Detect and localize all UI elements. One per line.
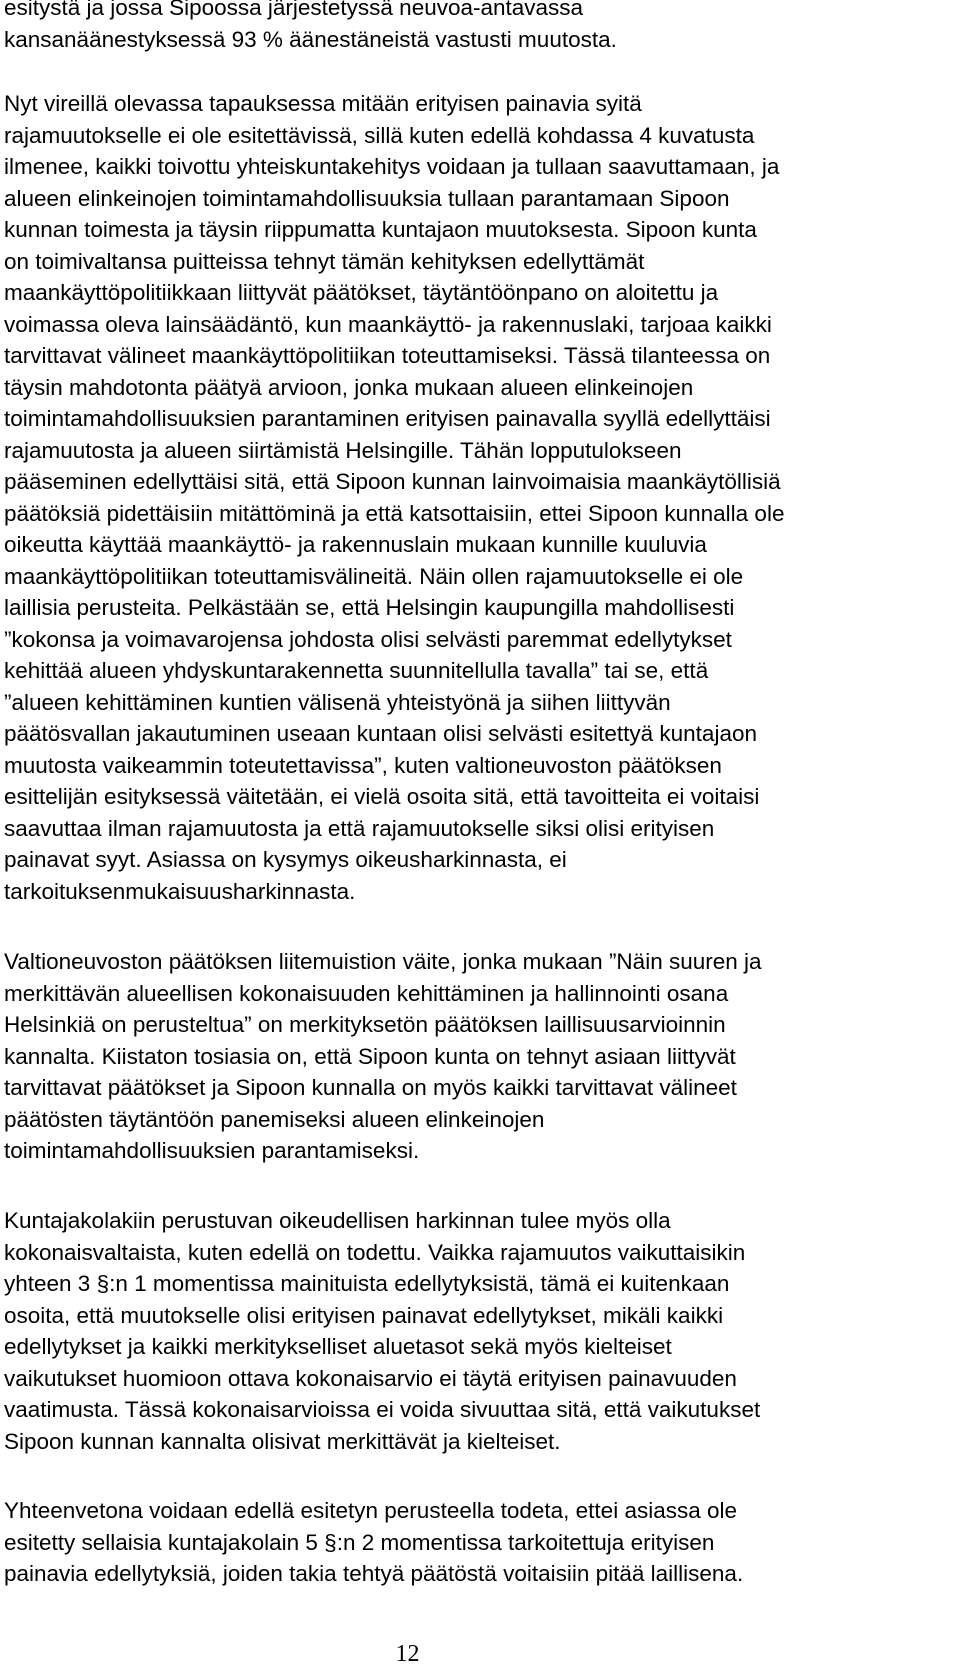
page-number: 12 [395, 1641, 420, 1667]
paragraph-valtioneuvosto: Valtioneuvoston päätöksen liitemuistion väite, jonka mukaan ”Näin suuren ja merkittävän alueellisen kokonaisuuden kehittäminen ja hallinnointi osana Helsinkiä on perusteltua” on merkityksetön päätöksen laillisuusarvioinnin kannalta. Kiistaton tosiasia on, että Sipoon kunta on tehnyt asiaan liittyvät tarvittavat päätökset ja Sipoon kunnalla on myös kaikki tarvittavat välineet päätösten täytäntöön panemiseksi alueen elinkeinojen toimintamahdollisuuksien parantamiseksi. [4, 949, 762, 1163]
paragraph-kuntajakolaki: Kuntajakolakiin perustuvan oikeudellisen harkinnan tulee myös olla kokonaisvaltaista, kuten edellä on todettu. Vaikka rajamuutos vaikuttaisikin yhteen 3 §:n 1 momentissa mainituista edellytyksistä, tämä ei kuitenkaan osoita, että muutokselle olisi erityisen painavat edellytykset, mikäli kaikki edellytykset ja kaikki merkitykselliset aluetasot sekä myös kielteiset vaikutukset huomioon ottava kokonaisarvio ei täytä erityisen painavuuden vaatimusta. Tässä kokonaisarvioissa ei voida sivuuttaa sitä, että vaikutukset Sipoon kunnan kannalta olisivat merkittävät ja kielteiset. [4, 1208, 761, 1454]
paragraph-main-argument: Nyt vireillä olevassa tapauksessa mitään erityisen painavia syitä rajamuutokselle ei ole esitettävissä, sillä kuten edellä kohdassa 4 kuvatusta ilmenee, kaikki toivottu yhteiskuntakehitys voidaan ja tullaan saavuttamaan, ja alueen elinkeinojen toimintamahdollisuuksia tullaan parantamaan Sipoon kunnan toimesta ja täysin riippumatta kuntajaon muutoksesta. Sipoon kunta on toimivaltansa puitteissa tehnyt tämän kehityksen edellyttämät maankäyttöpolitiikkaan liittyvät päätökset, täytäntöönpano on aloitettu ja voimassa oleva lainsäädäntö, kun maankäyttö- ja rakennuslaki, tarjoaa kaikki tarvittavat välineet maankäyttöpolitiikan toteuttamiseksi. Tässä tilanteessa on täysin mahdotonta päätyä arvioon, jonka mukaan alueen elinkeinojen toimintamahdollisuuksien parantaminen erityisen painavalla syyllä edellyttäisi rajamuutosta ja alueen siirtämistä Helsingille. Tähän lopputulokseen pääseminen edellyttäisi sitä, että Sipoon kunnan lainvoimaisia maankäytöllisiä päätöksiä pidettäisiin mitättöminä ja että katsottaisiin, ettei Sipoon kunnalla ole oikeutta käyttää maankäyttö- ja rakennuslain mukaan kunnille kuuluvia maankäyttöpolitiikan toteuttamisvälineitä. Näin ollen rajamuutokselle ei ole laillisia perusteita. Pelkästään se, että Helsingin kaupungilla mahdollisesti ”kokonsa ja voimavarojensa johdosta olisi selvästi paremmat edellytykset kehittää alueen yhdyskuntarakennetta suunnitellulla tavalla” tai se, että ”alueen kehittäminen kuntien välisenä yhteistyönä ja siihen liittyvän päätösvallan jakautuminen useaan kuntaan olisi selvästi esitettyä kuntajaon muutosta vaikeammin toteutettavissa”, kuten valtioneuvoston päätöksen esittelijän esityksessä väitetään, ei vielä osoita sitä, että tavoitteita ei voitaisi saavuttaa ilman rajamuutosta ja että rajamuutokselle siksi olisi erityisen painavat syyt. Asiassa on kysymys oikeusharkinnasta, ei tarkoituksenmukaisuusharkinnasta. [4, 91, 785, 904]
paragraph-yhteenveto: Yhteenvetona voidaan edellä esitetyn perusteella todeta, ettei asiassa ole esitetty sellaisia kuntajakolain 5 §:n 2 momentissa tarkoitettuja erityisen painavia edellytyksiä, joiden takia tehtyä päätöstä voitaisiin pitää laillisena. [4, 1498, 744, 1586]
paragraph-continued: esitystä ja jossa Sipoossa järjestetyssä neuvoa-antavassa kansanäänestyksessä 93 % äänestäneistä vastusti muutosta. [4, 0, 617, 52]
